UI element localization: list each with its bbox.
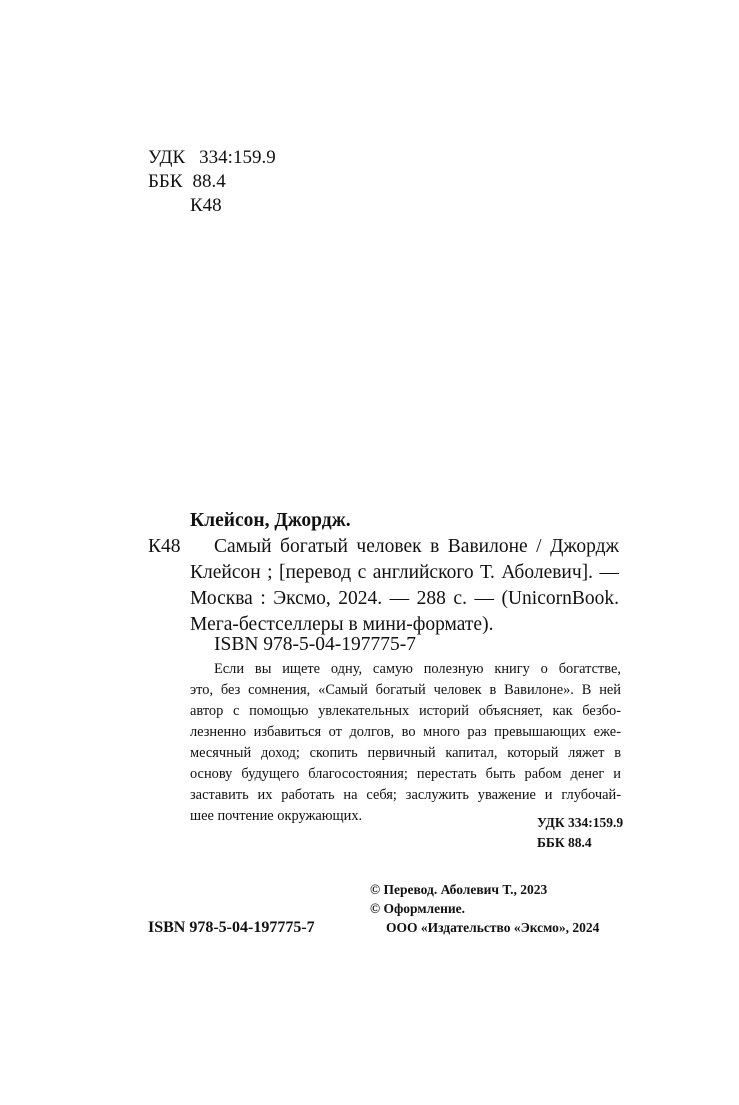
annotation-line-6: основу будущего благосостояния; перестать быть рабом денег и [190,766,621,782]
udk-label: УДК [148,147,186,168]
description-line-1: Самый богатый человек в Вавилоне / Джордж [214,536,619,557]
description-line-3: Москва : Эксмо, 2024. — 288 с. — (UnicornBook. [190,588,619,609]
annotation-line-3: автор с помощью увлекательных историй объясняет, как безбо- [190,703,621,719]
annotation-line-4: лезненно избавиться от долгов, во много раз превышающих еже- [190,724,621,740]
annotation-bbk: ББК 88.4 [537,835,592,850]
footer-isbn: ISBN 978-5-04-197775-7 [148,919,315,936]
copyright-design: © Оформление. [370,901,466,916]
annotation-line-8: шее почтение окружающих. [190,808,363,824]
annotation-line-2: это, без сомнения, «Самый богатый человек в Вавилоне». В ней [190,682,621,698]
author-mark-record: К48 [148,536,181,557]
copyright-translation: © Перевод. Аболевич Т., 2023 [370,882,548,897]
annotation-line-1: Если вы ищете одну, самую полезную книгу о богатстве, [214,661,621,677]
udk-line [148,145,276,171]
author-heading: Клейсон, Джордж. [190,510,351,531]
author-mark-top: К48 [190,195,222,216]
annotation-udk: УДК 334:159.9 [537,815,624,830]
annotation-line-7: заставить их работать на себя; заслужить уважение и глубочай- [190,787,621,803]
bbk-value: 88.4 [192,171,226,192]
record-isbn: ISBN 978-5-04-197775-7 [214,634,417,655]
annotation-line-5: месячный доход; скопить первичный капитал, который ляжет в [190,745,621,761]
publisher-line: ООО «Издательство «Эксмо», 2024 [386,920,600,935]
udk-value: 334:159.9 [199,147,276,168]
description-line-4: Мега-бестселлеры в мини-формате). [190,614,494,635]
bbk-label: ББК [148,171,183,192]
bbk-line [148,169,226,195]
description-line-2: Клейсон ; [перевод с английского Т. Аболевич]. — [190,562,619,583]
